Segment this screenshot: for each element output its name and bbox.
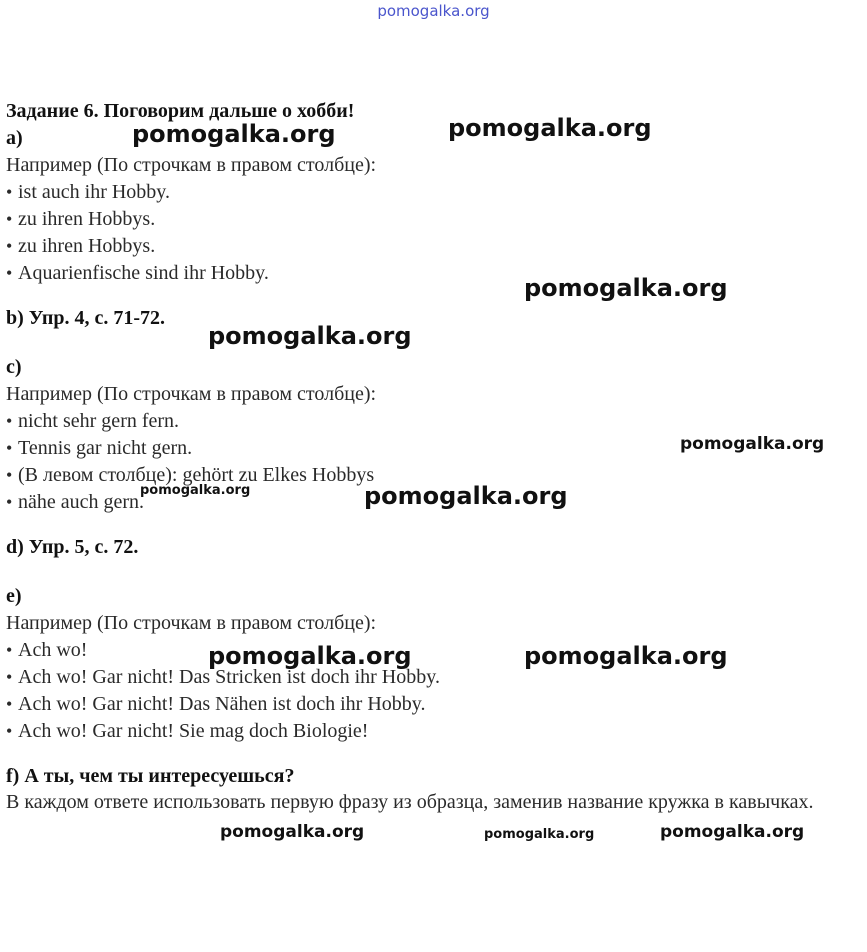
section-e-item: • Ach wo! Gar nicht! Das Stricken ist doch ihr Hobby.: [6, 664, 862, 691]
watermark: pomogalka.org: [660, 822, 805, 842]
section-e-label: e): [6, 585, 22, 607]
task-title: Задание 6. Поговорим дальше о хобби!: [6, 100, 355, 122]
section-f-label: f) А ты, чем ты интересуешься?: [6, 765, 295, 787]
watermark: pomogalka.org: [364, 482, 568, 510]
watermark: pomogalka.org: [484, 827, 595, 842]
section-c-item: • (В левом столбце): gehört zu Elkes Hobbys: [6, 462, 862, 489]
section-c-intro: Например (По строчкам в правом столбце):: [6, 383, 377, 405]
section-c-item: • nicht sehr gern fern.: [6, 408, 862, 435]
section-c-item: • Tennis gar nicht gern.: [6, 435, 862, 462]
watermark: pomogalka.org: [140, 483, 251, 498]
watermark: pomogalka.org: [524, 274, 728, 302]
section-e-item: • Ach wo! Gar nicht! Sie mag doch Biologie!: [6, 718, 862, 745]
section-c-item: • nähe auch gern.: [6, 489, 862, 516]
section-a-item: • ist auch ihr Hobby.: [6, 179, 862, 206]
section-d-label: d) Упр. 5, с. 72.: [6, 536, 139, 558]
section-a-item: • Aquarienfische sind ihr Hobby.: [6, 260, 862, 287]
watermark: pomogalka.org: [680, 434, 825, 454]
section-a-item: • zu ihren Hobbys.: [6, 206, 862, 233]
watermark: pomogalka.org: [208, 642, 412, 670]
section-a-item: • zu ihren Hobbys.: [6, 233, 862, 260]
section-e-item: • Ach wo!: [6, 637, 862, 664]
watermark: pomogalka.org: [208, 322, 412, 350]
section-e-item: • Ach wo! Gar nicht! Das Nähen ist doch ihr Hobby.: [6, 691, 862, 718]
watermark: pomogalka.org: [220, 822, 365, 842]
section-e-intro: Например (По строчкам в правом столбце):: [6, 612, 377, 634]
watermark: pomogalka.org: [448, 114, 652, 142]
watermark: pomogalka.org: [132, 120, 336, 148]
section-f-text: В каждом ответе использовать первую фразу из образца, заменив название кружка в кавычках.: [6, 791, 814, 813]
watermark: pomogalka.org: [524, 642, 728, 670]
section-b-label: b) Упр. 4, с. 71-72.: [6, 307, 166, 329]
section-a-intro: Например (По строчкам в правом столбце):: [6, 154, 377, 176]
document-body: [6, 98, 862, 815]
site-link[interactable]: pomogalka.org: [377, 2, 490, 20]
section-a-label: a): [6, 127, 23, 149]
section-c-label: c): [6, 356, 22, 378]
